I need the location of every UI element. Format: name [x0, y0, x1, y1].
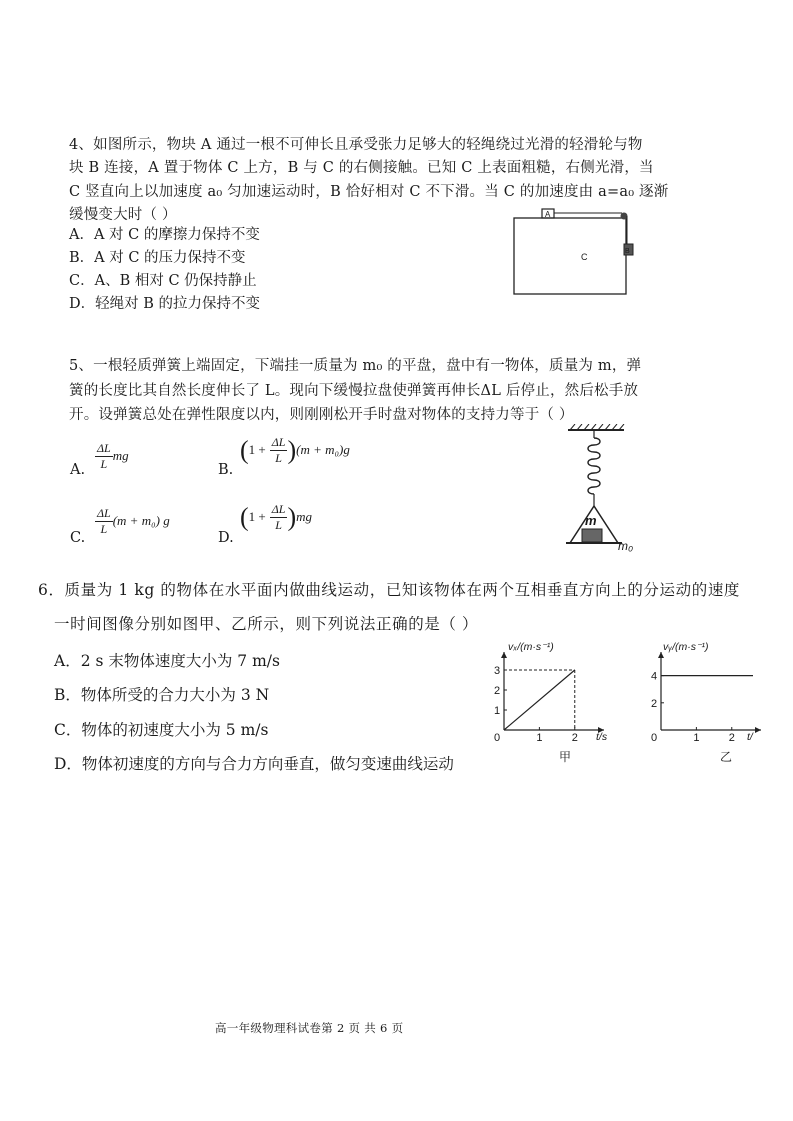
- q4-stem-line-4: 缓慢变大时（ ）: [69, 207, 177, 223]
- q5-stem-line-1: 5、一根轻质弹簧上端固定，下端挂一质量为 m₀ 的平盘，盘中有一物体，质量为 m，弹: [69, 358, 642, 374]
- fraction-denominator: L: [275, 451, 282, 465]
- q6-stem-line-1: 6．质量为 1 kg 的物体在水平面内做曲线运动，已知该物体在两个互相垂直方向上的分运动的速度: [38, 581, 741, 599]
- expression-tail: (m + m₀)g: [296, 442, 350, 458]
- x-axis-label: t/: [747, 731, 753, 743]
- expression-tail: (m + m₀) g: [112, 513, 170, 529]
- q5-stem-line-2: 簧的长度比其自然长度伸长了 L。现向下缓慢拉盘使弹簧再伸长ΔL 后停止，然后松手放: [69, 383, 639, 399]
- fraction: [95, 441, 113, 472]
- series-line: [504, 670, 575, 730]
- chart-caption: 乙: [720, 750, 733, 764]
- q4-stem-line-3: C 竖直向上以加速度 a₀ 匀加速运动时，B 恰好相对 C 不下滑。当 C 的加速度由 a=a₀ 逐渐: [69, 184, 669, 200]
- q4-stem-line-1: 4、如图所示，物块 A 通过一根不可伸长且承受张力足够大的轻绳绕过光滑的轻滑轮与物: [69, 137, 643, 153]
- q6-option-a: A．2 s 末物体速度大小为 7 m/s: [54, 652, 280, 670]
- chart-jia: [480, 638, 620, 766]
- spring-coil: [588, 438, 600, 494]
- x-axis-arrow: [755, 727, 761, 733]
- q6-option-b: B．物体所受的合力大小为 3 N: [54, 686, 270, 704]
- one-plus: 1 +: [248, 509, 266, 525]
- fraction: [270, 502, 288, 533]
- fraction: [270, 435, 288, 466]
- y-axis-arrow: [501, 652, 507, 658]
- fraction-denominator: L: [100, 457, 108, 471]
- fraction-numerator: ΔL: [271, 502, 286, 516]
- y-tick-label: 1: [494, 705, 501, 717]
- expression-tail: mg: [112, 448, 129, 464]
- fraction-denominator: L: [275, 518, 282, 532]
- x-tick-label: 1: [536, 732, 543, 744]
- chart-caption: 甲: [559, 750, 572, 764]
- label-a: A: [545, 210, 551, 219]
- x-tick-label: 2: [728, 732, 735, 744]
- q4-option-d: D．轻绳对 B 的拉力保持不变: [69, 296, 260, 312]
- q5-option-a-label: A.: [70, 462, 86, 478]
- y-tick-label: 2: [494, 685, 501, 697]
- q5-option-d-label: D.: [218, 530, 234, 546]
- x-tick-label: 0: [494, 732, 501, 744]
- y-tick-label: 2: [651, 697, 658, 710]
- mass-label: m: [585, 513, 597, 528]
- q5-option-b-label: B.: [218, 462, 234, 478]
- q5-spring-figure: [560, 424, 645, 556]
- one-plus: 1 +: [248, 442, 266, 458]
- q6-option-c: C．物体的初速度大小为 5 m/s: [54, 721, 269, 739]
- q4-option-b: B．A 对 C 的压力保持不变: [69, 250, 246, 266]
- fraction-numerator: ΔL: [97, 441, 111, 455]
- x-tick-label: 0: [651, 732, 658, 744]
- block-c: [514, 218, 626, 294]
- label-c: C: [581, 252, 588, 262]
- fraction-numerator: ΔL: [97, 506, 111, 520]
- y-tick-label: 3: [494, 665, 501, 677]
- x-axis-label: t/s: [596, 731, 608, 743]
- q4-figure: [505, 202, 645, 297]
- page-footer: 高一年级物理科试卷第 2 页 共 6 页: [215, 1021, 404, 1035]
- q5-option-c-label: C.: [70, 530, 86, 546]
- fraction: [95, 506, 113, 537]
- y-axis-label: vᵧ/(m·s⁻¹): [663, 641, 709, 653]
- q5-option-c: [95, 506, 170, 537]
- object-block: [582, 529, 602, 542]
- y-axis-label: vₓ/(m·s⁻¹): [508, 641, 554, 653]
- q4-stem-line-2: 块 B 连接，A 置于物体 C 上方，B 与 C 的右侧接触。已知 C 上表面粗糙，右侧光滑，当: [69, 160, 654, 176]
- fraction-denominator: L: [100, 522, 108, 536]
- q4-option-c: C．A、B 相对 C 仍保持静止: [69, 273, 257, 289]
- q4-option-a: A．A 对 C 的摩擦力保持不变: [69, 227, 260, 243]
- q5-option-d: (1 + $\frac{\Delta L}{L}$ )mg: [240, 502, 313, 532]
- pan-mass-label: m₀: [618, 539, 634, 553]
- q5-stem-line-3: 开。设弹簧总处在弹性限度以内，则刚刚松开手时盘对物体的支持力等于（ ）: [69, 407, 574, 423]
- y-tick-label: 4: [651, 670, 658, 683]
- q5-option-b: (1 + $\frac{\Delta L}{L}$ )(m + m₀)g: [240, 435, 350, 465]
- label-b: B: [625, 248, 630, 255]
- x-tick-label: 2: [571, 732, 578, 744]
- x-tick-label: 1: [693, 732, 700, 744]
- chart-yi: [637, 638, 777, 766]
- pulley: [621, 213, 628, 220]
- expression-tail: mg: [296, 509, 313, 525]
- q6-stem-line-2: 一时间图像分别如图甲、乙所示，则下列说法正确的是（ ）: [54, 615, 479, 633]
- q6-option-d: D．物体初速度的方向与合力方向垂直，做匀变速曲线运动: [54, 755, 454, 773]
- q5-option-a: [95, 441, 129, 472]
- fraction-numerator: ΔL: [271, 435, 286, 449]
